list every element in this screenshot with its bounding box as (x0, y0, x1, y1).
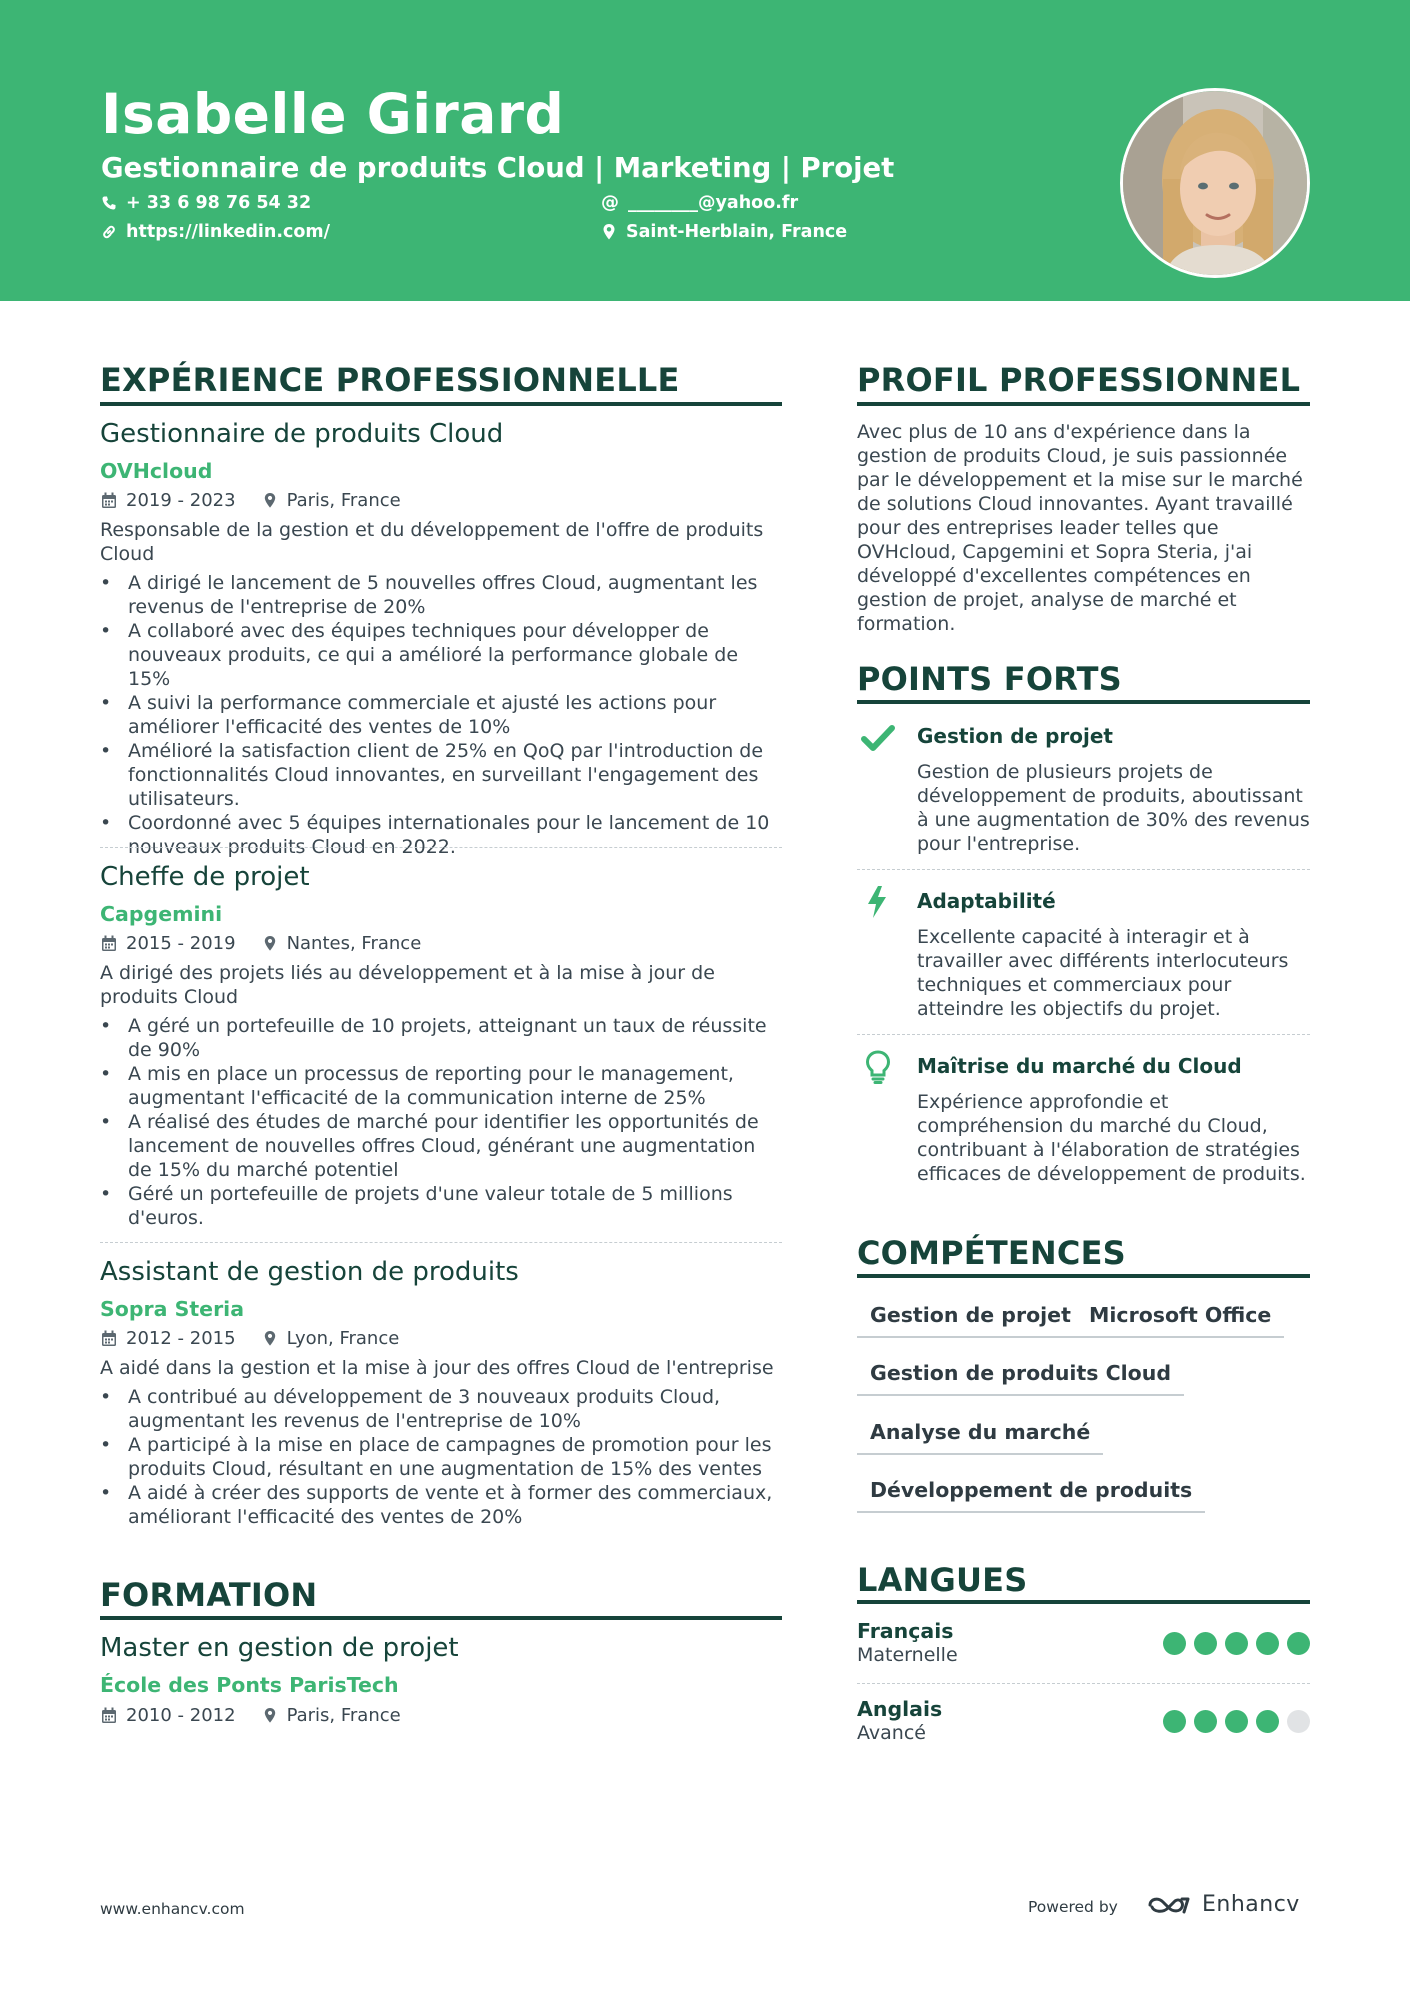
phone-text: + 33 6 98 76 54 32 (126, 193, 312, 213)
strength-title: Gestion de projet (917, 724, 1113, 748)
job-bullet: • A géré un portefeuille de 10 projets, atteignant un taux de réussite de 90% (100, 1014, 784, 1062)
company-name: OVHcloud (100, 459, 213, 483)
strengths-title-rule (857, 700, 1310, 704)
location-pin-icon (262, 1707, 278, 1724)
skill-tag: Gestion de projet (857, 1303, 1084, 1338)
job-dates: 2019 - 2023 (126, 490, 236, 511)
location-text: Saint-Herblain, France (626, 222, 848, 242)
job-bullet: • A contribué au développement de 3 nouveaux produits Cloud, augmentant les revenus de l'entreprise de 10% (100, 1385, 784, 1433)
education-location: Paris, France (286, 1705, 401, 1726)
language-level: Avancé (857, 1722, 926, 1744)
email-text: ________@yahoo.fr (628, 193, 799, 213)
rating-dot-empty (1287, 1710, 1310, 1733)
language-level: Maternelle (857, 1644, 958, 1666)
strength-description: Expérience approfondie et compréhension du marché du Cloud, contribuant à l'élaboration de stratégies efficaces de développement de produits. (917, 1091, 1306, 1185)
job-meta (101, 933, 421, 954)
language-rating (1155, 1632, 1310, 1655)
footer-brand[interactable] (1146, 1892, 1300, 1917)
rating-dot-filled (1225, 1632, 1248, 1655)
job-dates: 2015 - 2019 (126, 933, 236, 954)
job-title: Cheffe de projet (100, 862, 310, 892)
rating-dot-filled (1194, 1632, 1217, 1655)
strength-divider (857, 869, 1310, 870)
job-meta (101, 1328, 399, 1349)
strength-title: Adaptabilité (917, 889, 1056, 913)
strength-description: Excellente capacité à interagir et à travailler avec différents interlocuteurs techniques et commerciaux pour atteindre les objectifs du projet. (917, 926, 1289, 1020)
job-dates: 2012 - 2015 (126, 1328, 236, 1349)
rating-dot-filled (1194, 1710, 1217, 1733)
skill-tag: Analyse du marché (857, 1420, 1103, 1455)
profile-summary: Avec plus de 10 ans d'expérience dans la gestion de produits Cloud, je suis passionnée par le développement et la mise sur le marché de solutions Cloud innovantes. Ayant travaillé pour des entreprises leader telles que OVHcloud, Capgemini et Sopra Steria, j'ai développé d'excellentes compétences en gestion de projet, analyse de marché et formation. (857, 421, 1303, 635)
company-name: Sopra Steria (100, 1297, 245, 1321)
location-pin-icon (262, 492, 278, 509)
rating-dot-filled (1225, 1710, 1248, 1733)
skill-tag: Gestion de produits Cloud (857, 1361, 1184, 1396)
language-name: Anglais (857, 1697, 943, 1721)
profile-photo (1120, 88, 1310, 278)
job-divider (100, 1242, 782, 1243)
linkedin-text: https://linkedin.com/ (126, 222, 331, 242)
job-divider (100, 847, 782, 848)
experience-title-rule (100, 402, 782, 406)
company-name: Capgemini (100, 902, 223, 926)
lightning-icon (860, 884, 896, 920)
calendar-icon (101, 1330, 117, 1347)
lightbulb-icon (860, 1049, 896, 1085)
contact-email[interactable] (601, 193, 798, 213)
job-bullet: • A mis en place un processus de reporting pour le management, augmentant l'efficacité de la communication interne de 25% (100, 1062, 784, 1110)
portrait-illustration (1123, 91, 1310, 278)
job-location: Paris, France (286, 490, 401, 511)
job-meta (101, 490, 401, 511)
job-description: Responsable de la gestion et du développement de l'offre de produits Cloud (100, 519, 764, 565)
rating-dot-filled (1287, 1632, 1310, 1655)
brand-name: Enhancv (1202, 1892, 1300, 1917)
job-bullet: • A réalisé des études de marché pour identifier les opportunités de lancement de nouvelles offres Cloud, générant une augmentation de 15% du marché potentiel (100, 1110, 784, 1182)
rating-dot-filled (1256, 1710, 1279, 1733)
rating-dot-filled (1256, 1632, 1279, 1655)
contact-phone[interactable] (101, 193, 311, 213)
job-description: A dirigé des projets liés au développement et à la mise à jour de produits Cloud (100, 962, 715, 1008)
job-bullet: • A participé à la mise en place de campagnes de promotion pour les produits Cloud, résultant en une augmentation de 15% des ventes (100, 1433, 784, 1481)
school-name: École des Ponts ParisTech (100, 1673, 399, 1697)
languages-title-rule (857, 1600, 1310, 1604)
education-title: FORMATION (100, 1576, 318, 1614)
job-bullet: • A aidé à créer des supports de vente et à former des commerciaux, améliorant l'efficacité des ventes de 20% (100, 1481, 784, 1529)
location-pin-icon (262, 935, 278, 952)
skill-tag: Développement de produits (857, 1478, 1205, 1513)
experience-title: EXPÉRIENCE PROFESSIONNELLE (100, 361, 680, 399)
phone-icon (101, 194, 117, 212)
job-bullet: • A suivi la performance commerciale et ajusté les actions pour améliorer l'efficacité des ventes de 10% (100, 691, 784, 739)
job-bullet: • A dirigé le lancement de 5 nouvelles offres Cloud, augmentant les revenus de l'entreprise de 20% (100, 571, 784, 619)
profile-title-rule (857, 402, 1310, 406)
rating-dot-filled (1163, 1710, 1186, 1733)
job-description: A aidé dans la gestion et la mise à jour des offres Cloud de l'entreprise (100, 1357, 774, 1379)
calendar-icon (101, 492, 117, 509)
candidate-name: Isabelle Girard (101, 82, 565, 146)
job-bullets (100, 1014, 784, 1230)
location-pin-icon (601, 223, 617, 241)
enhancv-logo-icon (1146, 1893, 1192, 1917)
contact-location (601, 222, 847, 242)
degree-title: Master en gestion de projet (100, 1633, 459, 1663)
profile-title: PROFIL PROFESSIONNEL (857, 361, 1301, 399)
language-name: Français (857, 1619, 954, 1643)
education-title-rule (100, 1616, 782, 1620)
contact-linkedin[interactable] (101, 222, 330, 242)
job-bullets (100, 571, 784, 859)
job-location: Lyon, France (286, 1328, 400, 1349)
language-divider (857, 1683, 1310, 1684)
link-icon (101, 223, 117, 241)
location-pin-icon (262, 1330, 278, 1347)
calendar-icon (101, 935, 117, 952)
language-rating (1155, 1710, 1310, 1733)
footer-website[interactable]: www.enhancv.com (100, 1900, 245, 1918)
job-location: Nantes, France (286, 933, 422, 954)
strengths-title: POINTS FORTS (857, 660, 1122, 698)
job-title: Gestionnaire de produits Cloud (100, 419, 504, 449)
check-icon (860, 720, 896, 756)
strength-description: Gestion de plusieurs projets de développement de produits, aboutissant à une augmentation de 30% des revenus pour l'entreprise. (917, 761, 1310, 855)
education-meta (101, 1705, 401, 1726)
education-dates: 2010 - 2012 (126, 1705, 236, 1726)
skills-title: COMPÉTENCES (857, 1234, 1126, 1272)
skills-title-rule (857, 1274, 1310, 1278)
strength-divider (857, 1034, 1310, 1035)
job-bullet: • A collaboré avec des équipes techniques pour développer de nouveaux produits, ce qui a amélioré la performance globale de 15% (100, 619, 784, 691)
at-icon: @ (601, 192, 619, 213)
calendar-icon (101, 1707, 117, 1724)
job-bullets (100, 1385, 784, 1529)
job-title: Assistant de gestion de produits (100, 1257, 519, 1287)
skill-tag: Microsoft Office (1076, 1303, 1284, 1338)
rating-dot-filled (1163, 1632, 1186, 1655)
footer-powered-by: Powered by (1028, 1898, 1118, 1916)
languages-title: LANGUES (857, 1561, 1028, 1599)
job-bullet: • Géré un portefeuille de projets d'une valeur totale de 5 millions d'euros. (100, 1182, 784, 1230)
candidate-headline: Gestionnaire de produits Cloud | Marketing | Projet (101, 152, 895, 184)
job-bullet: • Coordonné avec 5 équipes internationales pour le lancement de 10 nouveaux produits Cloud en 2022. (100, 811, 784, 859)
strength-title: Maîtrise du marché du Cloud (917, 1054, 1242, 1078)
job-bullet: • Amélioré la satisfaction client de 25% en QoQ par l'introduction de fonctionnalités Cloud innovantes, en surveillant l'engagement des utilisateurs. (100, 739, 784, 811)
